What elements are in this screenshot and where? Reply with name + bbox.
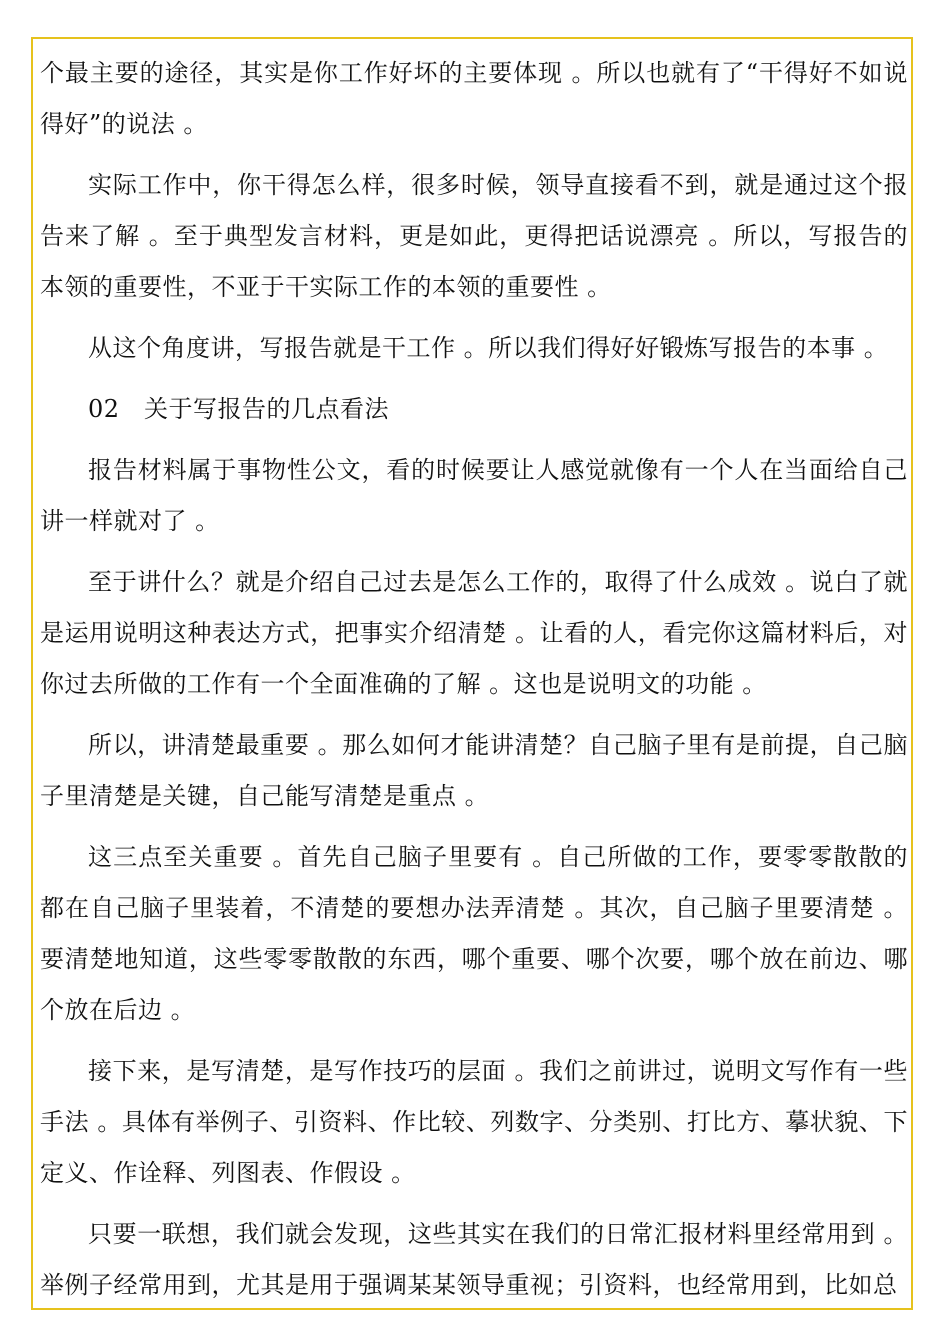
paragraph-continued: 个最主要的途径，其实是你工作好坏的主要体现 。所以也就有了“干得好不如说得好”的说法 。 (40, 59, 908, 138)
paragraph: 至于讲什么？就是介绍自己过去是怎么工作的，取得了什么成效 。说白了就是运用说明这种表达方式，把事实介绍清楚 。让看的人，看完你这篇材料后，对你过去所做的工作有一个全面准确的了解 。这也是说明文的功能 。 (40, 568, 908, 698)
paragraph: 从这个角度讲，写报告就是干工作 。所以我们得好好锻炼写报告的本事 。 (88, 334, 889, 362)
paragraph: 接下来，是写清楚，是写作技巧的层面 。我们之前讲过，说明文写作有一些手法 。具体有举例子、引资料、作比较、列数字、分类别、打比方、摹状貌、下定义、作诠释、列图表、作假设 。 (40, 1057, 908, 1187)
paragraph: 实际工作中，你干得怎么样，很多时候，领导直接看不到，就是通过这个报告来了解 。至于典型发言材料，更是如此，更得把话说漂亮 。所以，写报告的本领的重要性，不亚于干实际工作的本领的重要性 。 (40, 171, 908, 301)
section-heading: 02 关于写报告的几点看法 (88, 395, 390, 423)
document-body (40, 48, 908, 1321)
paragraph: 只要一联想，我们就会发现，这些其实在我们的日常汇报材料里经常用到 。举例子经常用到，尤其是用于强调某某领导重视；引资料，也经常用到，比如总 (40, 1220, 908, 1299)
paragraph: 所以，讲清楚最重要 。那么如何才能讲清楚？自己脑子里有是前提，自己脑子里清楚是关键，自己能写清楚是重点 。 (40, 731, 908, 810)
paragraph: 这三点至关重要 。首先自己脑子里要有 。自己所做的工作，要零零散散的都在自己脑子里装着，不清楚的要想办法弄清楚 。其次，自己脑子里要清楚 。要清楚地知道，这些零零散散的东西，哪个重要、哪个次要，哪个放在前边、哪个放在后边 。 (40, 843, 908, 1024)
paragraph: 报告材料属于事物性公文，看的时候要让人感觉就像有一个人在当面给自己讲一样就对了 。 (40, 456, 908, 535)
